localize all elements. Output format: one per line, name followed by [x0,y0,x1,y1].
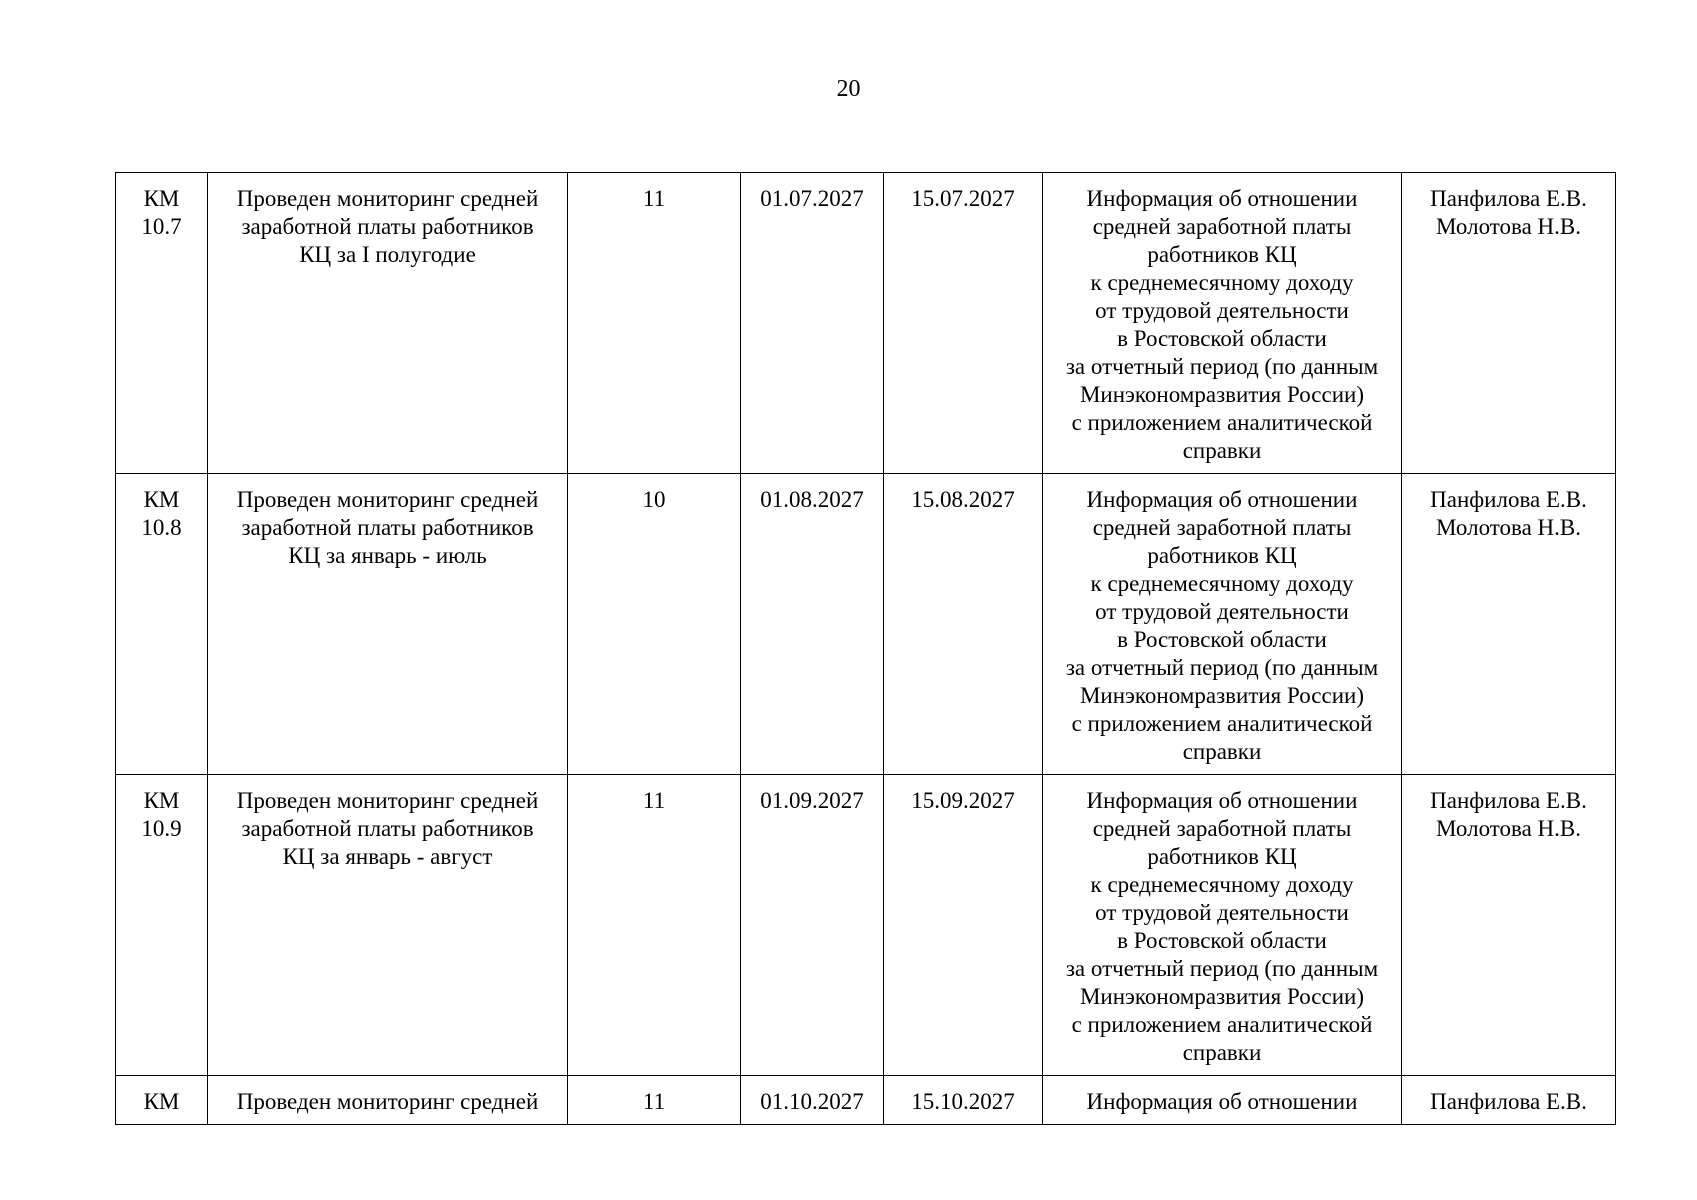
cell-text-line: КЦ за январь - июль [288,543,487,568]
cell-text-line: с приложением аналитической [1071,410,1373,435]
cell-text-line: работников КЦ [1147,844,1297,869]
cell-text-line: Молотова Н.В. [1436,515,1581,540]
result-document-cell [1043,1076,1402,1125]
responsible-persons-cell [1402,474,1616,775]
event-description-cell [208,173,568,474]
page-number: 20 [836,76,861,102]
responsible-persons-cell [1402,1076,1616,1125]
cell-text: 15.07.2027 [911,186,1015,211]
start-date-cell [741,1076,884,1125]
cell-text-line: от трудовой деятельности [1095,900,1349,925]
control-point-code-cell [116,775,208,1076]
cell-text-line: справки [1182,739,1262,764]
cell-text-line: средней заработной платы [1092,214,1352,239]
responsible-persons-cell [1402,775,1616,1076]
cell-text-line: КЦ за I полугодие [299,242,476,267]
cell-text-line: 10.9 [141,816,182,841]
cell-text-line: заработной платы работников [241,214,534,239]
cell-text-line: Минэкономразвития России) [1079,683,1364,708]
cell-text-line: от трудовой деятельности [1095,298,1349,323]
cell-text-line: Проведен мониторинг средней [236,487,539,512]
end-date-cell [884,775,1043,1076]
start-date-cell [741,775,884,1076]
cell-text-line: от трудовой деятельности [1095,599,1349,624]
cell-text-line: Панфилова Е.В. [1430,487,1587,512]
cell-text: 15.09.2027 [911,788,1015,813]
cell-text: 01.08.2027 [760,487,864,512]
table-row [116,474,1616,775]
cell-text-line: к среднемесячному доходу [1090,872,1354,897]
cell-text-line: Информация об отношении [1086,1089,1358,1114]
cell-text-line: Информация об отношении [1086,788,1358,813]
cell-text-line: с приложением аналитической [1071,1012,1373,1037]
end-date-cell [884,173,1043,474]
result-document-cell [1043,474,1402,775]
plan-table [115,172,1616,1125]
cell-text-line: 10.8 [141,515,182,540]
end-date-cell [884,474,1043,775]
cell-text: 11 [642,186,666,211]
cell-text-line: Информация об отношении [1086,186,1358,211]
cell-text-line: в Ростовской области [1117,928,1327,953]
responsible-persons-cell [1402,173,1616,474]
cell-text-line: Минэкономразвития России) [1079,984,1364,1009]
cell-text-line: Минэкономразвития России) [1079,382,1364,407]
cell-text-line: КМ [143,487,180,512]
cell-text-line: средней заработной платы [1092,816,1352,841]
cell-text-line: Панфилова Е.В. [1430,186,1587,211]
result-document-cell [1043,173,1402,474]
table-row [116,775,1616,1076]
start-date-cell [741,474,884,775]
event-description-cell [208,1076,568,1125]
cell-text-line: за отчетный период (по данным [1065,354,1379,379]
cell-text-line: Молотова Н.В. [1436,816,1581,841]
table-row [116,1076,1616,1125]
event-description-cell [208,474,568,775]
cell-text-line: в Ростовской области [1117,326,1327,351]
cell-text-line: за отчетный период (по данным [1065,956,1379,981]
cell-text-line: Молотова Н.В. [1436,214,1581,239]
cell-text: 10 [642,487,666,512]
cell-text-line: средней заработной платы [1092,515,1352,540]
cell-text-line: заработной платы работников [241,515,534,540]
cell-text-line: Панфилова Е.В. [1430,1089,1587,1114]
table-row [116,173,1616,474]
start-date-cell [741,173,884,474]
cell-text-line: заработной платы работников [241,816,534,841]
cell-text-line: Информация об отношении [1086,487,1358,512]
cell-text-line: к среднемесячному доходу [1090,571,1354,596]
cell-text-line: КМ [143,186,180,211]
count-cell [568,173,741,474]
result-document-cell [1043,775,1402,1076]
cell-text-line: за отчетный период (по данным [1065,655,1379,680]
cell-text: 11 [642,788,666,813]
cell-text-line: КМ [143,788,180,813]
cell-text-line: с приложением аналитической [1071,711,1373,736]
control-point-code-cell [116,474,208,775]
cell-text: 11 [642,1089,666,1114]
cell-text: 01.09.2027 [760,788,864,813]
cell-text-line: Проведен мониторинг средней [236,186,539,211]
count-cell [568,775,741,1076]
end-date-cell [884,1076,1043,1125]
cell-text-line: КЦ за январь - август [282,844,493,869]
cell-text-line: к среднемесячному доходу [1090,270,1354,295]
cell-text-line: Панфилова Е.В. [1430,788,1587,813]
cell-text-line: справки [1182,1040,1262,1065]
count-cell [568,1076,741,1125]
cell-text-line: работников КЦ [1147,543,1297,568]
event-description-cell [208,775,568,1076]
cell-text-line: 10.7 [141,214,182,239]
cell-text-line: КМ [143,1089,180,1114]
cell-text: 01.10.2027 [760,1089,864,1114]
cell-text: 15.08.2027 [911,487,1015,512]
control-point-code-cell [116,1076,208,1125]
cell-text-line: в Ростовской области [1117,627,1327,652]
cell-text-line: работников КЦ [1147,242,1297,267]
cell-text: 15.10.2027 [911,1089,1015,1114]
cell-text: 01.07.2027 [760,186,864,211]
cell-text-line: справки [1182,438,1262,463]
control-point-code-cell [116,173,208,474]
count-cell [568,474,741,775]
cell-text-line: Проведен мониторинг средней [236,1089,539,1114]
plan-table-body [116,173,1616,1125]
cell-text-line: Проведен мониторинг средней [236,788,539,813]
